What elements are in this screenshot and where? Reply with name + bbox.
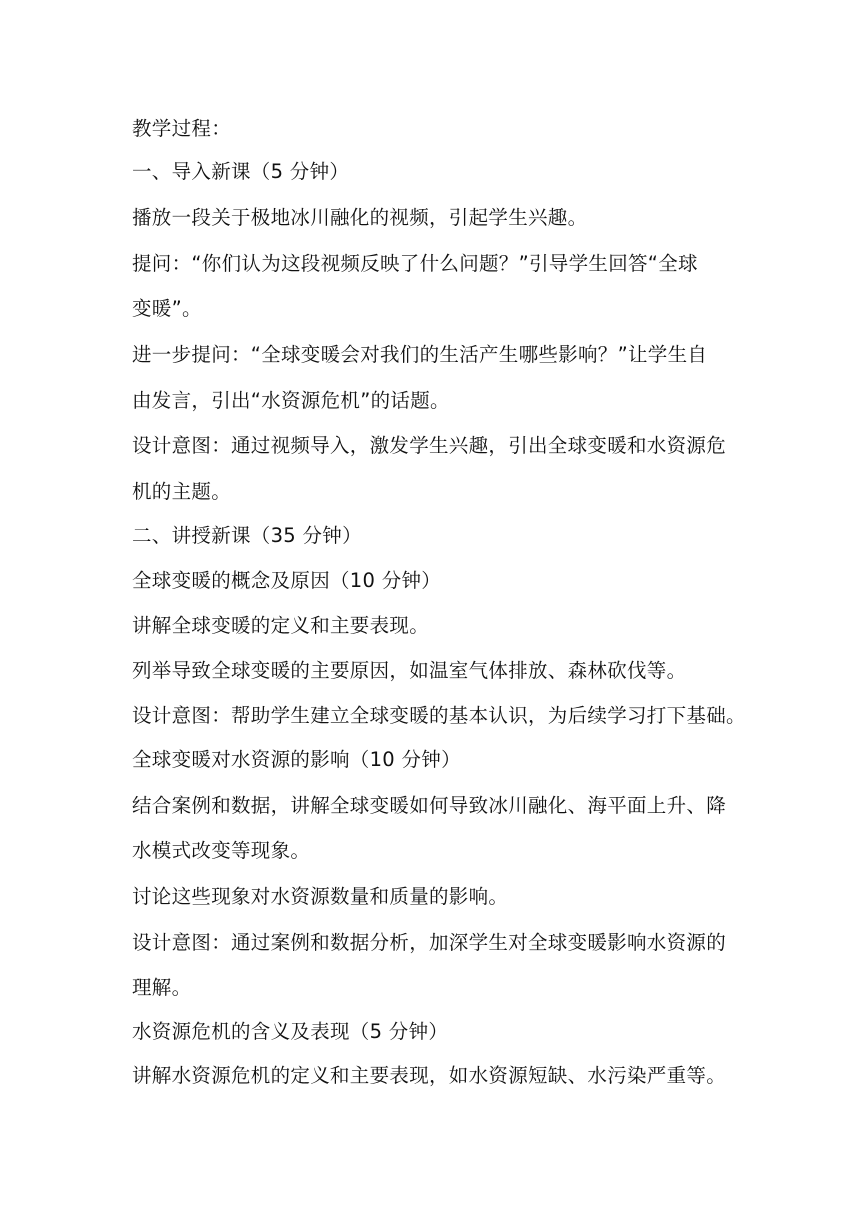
paragraph-line: 播放一段关于极地冰川融化的视频，引起学生兴趣。 [132,206,588,229]
topic-heading: 全球变暖对水资源的影响（10 分钟） [132,748,461,771]
paragraph-line: 设计意图：帮助学生建立全球变暖的基本认识，为后续学习打下基础。 [132,704,746,727]
paragraph-line: 进一步提问：“全球变暖会对我们的生活产生哪些影响？”让学生自 [132,343,708,366]
paragraph-line: 列举导致全球变暖的主要原因，如温室气体排放、森林砍伐等。 [132,659,687,682]
paragraph-line: 讲解全球变暖的定义和主要表现。 [132,614,430,637]
subsection-heading: 一、导入新课（5 分钟） [132,160,350,183]
paragraph-line: 结合案例和数据，讲解全球变暖如何导致冰川融化、海平面上升、降 [132,794,727,817]
paragraph-line: 设计意图：通过案例和数据分析，加深学生对全球变暖影响水资源的 [132,931,727,954]
paragraph-line: 机的主题。 [132,480,232,503]
paragraph-line: 讨论这些现象对水资源数量和质量的影响。 [132,885,509,908]
paragraph-line: 设计意图：通过视频导入，激发学生兴趣，引出全球变暖和水资源危 [132,434,727,457]
paragraph-line: 理解。 [132,976,192,999]
topic-heading: 水资源危机的含义及表现（5 分钟） [132,1020,449,1043]
subsection-heading: 二、讲授新课（35 分钟） [132,524,362,547]
paragraph-line: 水模式改变等现象。 [132,839,311,862]
paragraph-line: 变暖”。 [132,297,202,320]
paragraph-line: 讲解水资源危机的定义和主要表现，如水资源短缺、水污染严重等。 [132,1064,727,1087]
section-heading: 教学过程： [132,117,232,140]
topic-heading: 全球变暖的概念及原因（10 分钟） [132,569,442,592]
paragraph-line: 提问：“你们认为这段视频反映了什么问题？”引导学生回答“全球 [132,252,698,275]
paragraph-line: 由发言，引出“水资源危机”的话题。 [132,389,450,412]
